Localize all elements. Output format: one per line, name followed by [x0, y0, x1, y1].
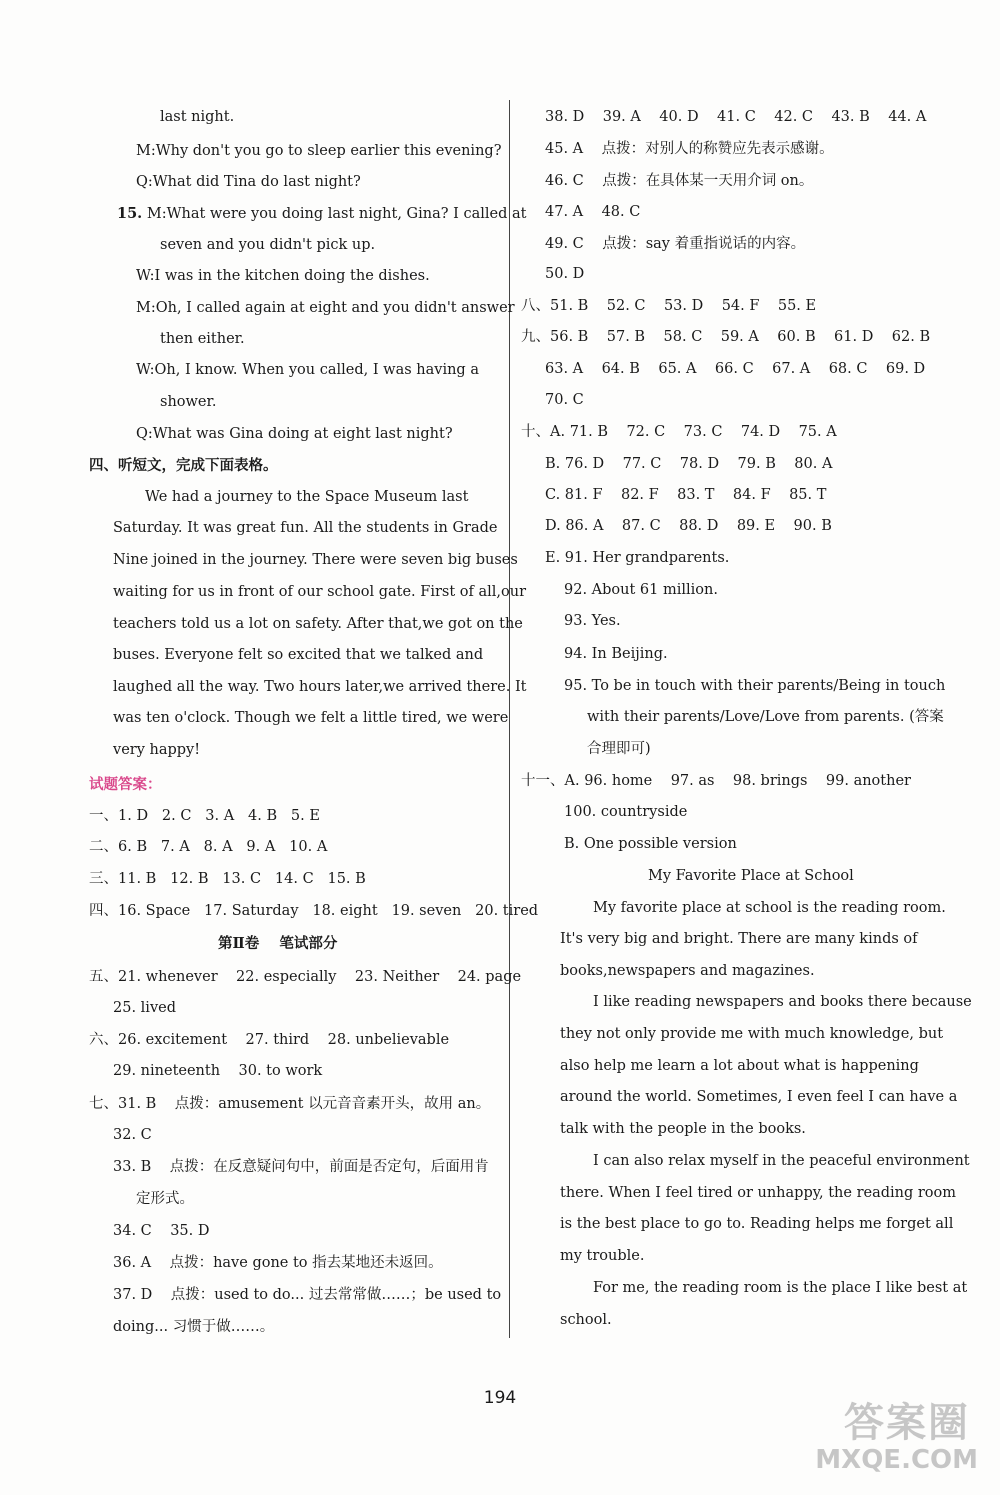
- line-text: school.: [560, 1312, 612, 1328]
- line-text: they not only provide me with much knowledge, but: [560, 1026, 944, 1042]
- left-text-line: [160, 107, 234, 127]
- left-text-line: [89, 901, 538, 921]
- right-text-line: [560, 1214, 953, 1234]
- left-text-line: [113, 645, 483, 665]
- right-text-line: [564, 611, 621, 631]
- left-text-line: [113, 518, 498, 538]
- line-text: 36. A 点拨：have gone to 指去某地还未返回。: [113, 1255, 443, 1271]
- left-text-line: [89, 806, 320, 826]
- line-text: 49. C 点拨：say 着重指说话的内容。: [545, 236, 806, 252]
- right-text-line: [521, 771, 911, 791]
- left-text-line: [89, 1030, 449, 1050]
- left-text-line: [113, 582, 526, 602]
- right-text-line: [564, 802, 687, 822]
- line-text: 七、31. B 点拨：amusement 以元音音素开头，故用 an。: [89, 1096, 491, 1112]
- right-text-line: [564, 644, 668, 664]
- line-text: 试题答案：: [89, 776, 162, 793]
- line-text: last night.: [160, 109, 235, 125]
- line-text: E. 91. Her grandparents.: [545, 550, 730, 566]
- line-text: 95. To be in touch with their parents/Being in touch: [564, 678, 946, 694]
- line-text: 十、A. 71. B 72. C 73. C 74. D 75. A: [521, 424, 837, 440]
- left-text-line: [136, 1189, 194, 1209]
- left-text-line: [113, 998, 176, 1018]
- line-text: books,newspapers and magazines.: [560, 963, 815, 979]
- line-text: 50. D: [545, 266, 585, 282]
- line-text: 一、1. D 2. C 3. A 4. B 5. E: [89, 808, 320, 824]
- right-text-line: [587, 707, 944, 727]
- left-text-line: [117, 204, 526, 224]
- left-text-line: [136, 360, 479, 380]
- line-text: 十一、A. 96. home 97. as 98. brings 99. another: [521, 773, 911, 789]
- line-text: there. When I feel tired or unhappy, the reading room: [560, 1185, 957, 1201]
- left-text-line: [145, 487, 468, 507]
- line-text: 93. Yes.: [564, 613, 621, 629]
- left-text-line: [136, 172, 361, 192]
- left-text-line: [89, 967, 521, 987]
- line-text: M:What were you doing last night, Gina? I called at: [142, 206, 527, 222]
- left-text-line: [136, 424, 453, 444]
- left-text-line: [136, 266, 430, 286]
- right-text-line: [545, 139, 834, 159]
- left-text-line: [218, 934, 337, 954]
- right-text-line: [564, 676, 945, 696]
- line-text: My favorite place at school is the reading room.: [593, 900, 946, 916]
- line-text: 94. In Beijing.: [564, 646, 668, 662]
- line-text: 第Ⅱ卷 笔试部分: [218, 935, 338, 952]
- right-text-line: [564, 834, 737, 854]
- right-text-line: [593, 992, 972, 1012]
- right-text-line: [560, 1024, 943, 1044]
- left-text-line: [113, 677, 527, 697]
- right-text-line: [560, 1183, 956, 1203]
- line-text: Saturday. It was great fun. All the students in Grade: [113, 520, 498, 536]
- line-text: 34. C 35. D: [113, 1223, 210, 1239]
- line-text: D. 86. A 87. C 88. D 89. E 90. B: [545, 518, 832, 534]
- line-text: 四、16. Space 17. Saturday 18. eight 19. seven 20. tired: [89, 903, 539, 919]
- line-text: My Favorite Place at School: [648, 868, 854, 884]
- line-text: Nine joined in the journey. There were seven big buses: [113, 552, 518, 568]
- line-text: 三、11. B 12. B 13. C 14. C 15. B: [89, 871, 366, 887]
- left-text-line: [113, 1221, 210, 1241]
- line-text: C. 81. F 82. F 83. T 84. F 85. T: [545, 487, 827, 503]
- right-text-line: [545, 264, 584, 284]
- left-text-line: [113, 1317, 274, 1337]
- line-text: teachers told us a lot on safety. After that,we got on the: [113, 616, 523, 632]
- line-text: For me, the reading room is the place I like best at: [593, 1280, 968, 1296]
- right-text-line: [560, 1087, 957, 1107]
- line-text: W:I was in the kitchen doing the dishes.: [136, 268, 430, 284]
- line-text: 九、56. B 57. B 58. C 59. A 60. B 61. D 62. B: [521, 329, 931, 345]
- watermark-logo: [803, 1391, 978, 1475]
- right-text-line: [521, 296, 816, 316]
- line-text: 四、听短文，完成下面表格。: [89, 457, 278, 474]
- right-text-line: [545, 171, 813, 191]
- column-divider: [509, 100, 510, 1338]
- left-text-line: [89, 775, 162, 795]
- line-text: around the world. Sometimes, I even feel I can have a: [560, 1089, 958, 1105]
- line-text: shower.: [160, 394, 217, 410]
- left-text-line: [136, 298, 515, 318]
- line-text: 46. C 点拨：在具体某一天用介词 on。: [545, 173, 814, 189]
- line-text: 六、26. excitement 27. third 28. unbelievable: [89, 1032, 450, 1048]
- right-text-line: [560, 961, 815, 981]
- line-text: 合理即可): [587, 741, 651, 757]
- line-text: B. One possible version: [564, 836, 737, 852]
- right-text-line: [521, 422, 837, 442]
- line-text: 47. A 48. C: [545, 204, 641, 220]
- line-text: We had a journey to the Space Museum last: [145, 489, 469, 505]
- right-text-line: [545, 548, 729, 568]
- left-text-line: [113, 740, 200, 760]
- left-text-line: [136, 141, 501, 161]
- line-text: 45. A 点拨：对别人的称赞应先表示感谢。: [545, 141, 834, 157]
- left-text-line: [113, 1157, 489, 1177]
- left-text-line: [113, 1285, 501, 1305]
- watermark-line2: MXQE.COM: [815, 1445, 978, 1475]
- line-text: Q:What did Tina do last night?: [136, 174, 361, 190]
- line-text: 25. lived: [113, 1000, 176, 1016]
- right-text-line: [560, 929, 918, 949]
- line-text: I can also relax myself in the peaceful environment: [593, 1153, 970, 1169]
- line-text: waiting for us in front of our school gate. First of all,our: [113, 584, 527, 600]
- watermark-line1: 答案圈: [844, 1400, 970, 1446]
- line-text: 29. nineteenth 30. to work: [113, 1063, 323, 1079]
- line-text: 92. About 61 million.: [564, 582, 718, 598]
- line-text: seven and you didn't pick up.: [160, 237, 376, 253]
- line-text: is the best place to go to. Reading helps me forget all: [560, 1216, 954, 1232]
- right-text-line: [545, 234, 805, 254]
- right-text-line: [545, 107, 926, 127]
- line-text: with their parents/Love/Love from parents. (答案: [587, 709, 944, 725]
- line-text: 二、6. B 7. A 8. A 9. A 10. A: [89, 839, 328, 855]
- right-text-line: [545, 454, 832, 474]
- right-text-line: [545, 359, 925, 379]
- left-text-line: [160, 392, 216, 412]
- right-text-line: [560, 1310, 612, 1330]
- line-text: 定形式。: [136, 1191, 194, 1207]
- left-text-line: [89, 869, 366, 889]
- right-text-line: [564, 580, 718, 600]
- left-text-line: [89, 1094, 490, 1114]
- line-text: doing... 习惯于做……。: [113, 1319, 275, 1335]
- line-text: 100. countryside: [564, 804, 688, 820]
- left-text-line: [113, 614, 523, 634]
- right-text-line: [593, 1278, 967, 1298]
- right-text-line: [521, 327, 930, 347]
- left-text-line: [160, 235, 375, 255]
- left-text-line: [160, 329, 245, 349]
- right-text-line: [545, 485, 826, 505]
- line-text: my trouble.: [560, 1248, 645, 1264]
- left-text-line: [113, 550, 518, 570]
- line-text: M:Why don't you go to sleep earlier this evening?: [136, 143, 502, 159]
- right-text-line: [560, 1246, 645, 1266]
- line-text: 33. B 点拨：在反意疑问句中，前面是否定句，后面用肯: [113, 1159, 489, 1175]
- line-text: 63. A 64. B 65. A 66. C 67. A 68. C 69. D: [545, 361, 926, 377]
- left-text-line: [113, 1253, 443, 1273]
- line-text: talk with the people in the books.: [560, 1121, 806, 1137]
- right-text-line: [560, 1119, 806, 1139]
- line-text: was ten o'clock. Though we felt a little tired, we were: [113, 710, 509, 726]
- line-text: then either.: [160, 331, 245, 347]
- right-text-line: [593, 1151, 970, 1171]
- line-text: 70. C: [545, 392, 584, 408]
- line-text: 37. D 点拨：used to do... 过去常常做……；be used to: [113, 1287, 502, 1303]
- left-text-line: [89, 456, 278, 476]
- right-text-line: [593, 898, 946, 918]
- line-text: 五、21. whenever 22. especially 23. Neither 24. page: [89, 969, 522, 985]
- question-number: 15.: [117, 205, 143, 222]
- line-text: very happy!: [113, 742, 201, 758]
- line-text: 八、51. B 52. C 53. D 54. F 55. E: [521, 298, 817, 314]
- line-text: laughed all the way. Two hours later,we arrived there. It: [113, 679, 527, 695]
- right-text-line: [648, 866, 854, 886]
- line-text: M:Oh, I called again at eight and you didn't answer: [136, 300, 515, 316]
- line-text: W:Oh, I know. When you called, I was having a: [136, 362, 479, 378]
- right-text-line: [587, 739, 651, 759]
- right-text-line: [545, 390, 584, 410]
- left-text-line: [89, 837, 327, 857]
- right-text-line: [545, 202, 640, 222]
- line-text: Q:What was Gina doing at eight last night?: [136, 426, 453, 442]
- left-text-line: [113, 708, 508, 728]
- line-text: also help me learn a lot about what is happening: [560, 1058, 919, 1074]
- right-text-line: [545, 516, 832, 536]
- left-text-line: [113, 1125, 152, 1145]
- line-text: It's very big and bright. There are many kinds of: [560, 931, 918, 947]
- line-text: B. 76. D 77. C 78. D 79. B 80. A: [545, 456, 833, 472]
- left-text-line: [113, 1061, 322, 1081]
- right-text-line: [560, 1056, 919, 1076]
- line-text: I like reading newspapers and books there because: [593, 994, 972, 1010]
- page-number: 194: [483, 1388, 517, 1408]
- line-text: 38. D 39. A 40. D 41. C 42. C 43. B 44. A: [545, 109, 927, 125]
- line-text: buses. Everyone felt so excited that we talked and: [113, 647, 484, 663]
- line-text: 32. C: [113, 1127, 152, 1143]
